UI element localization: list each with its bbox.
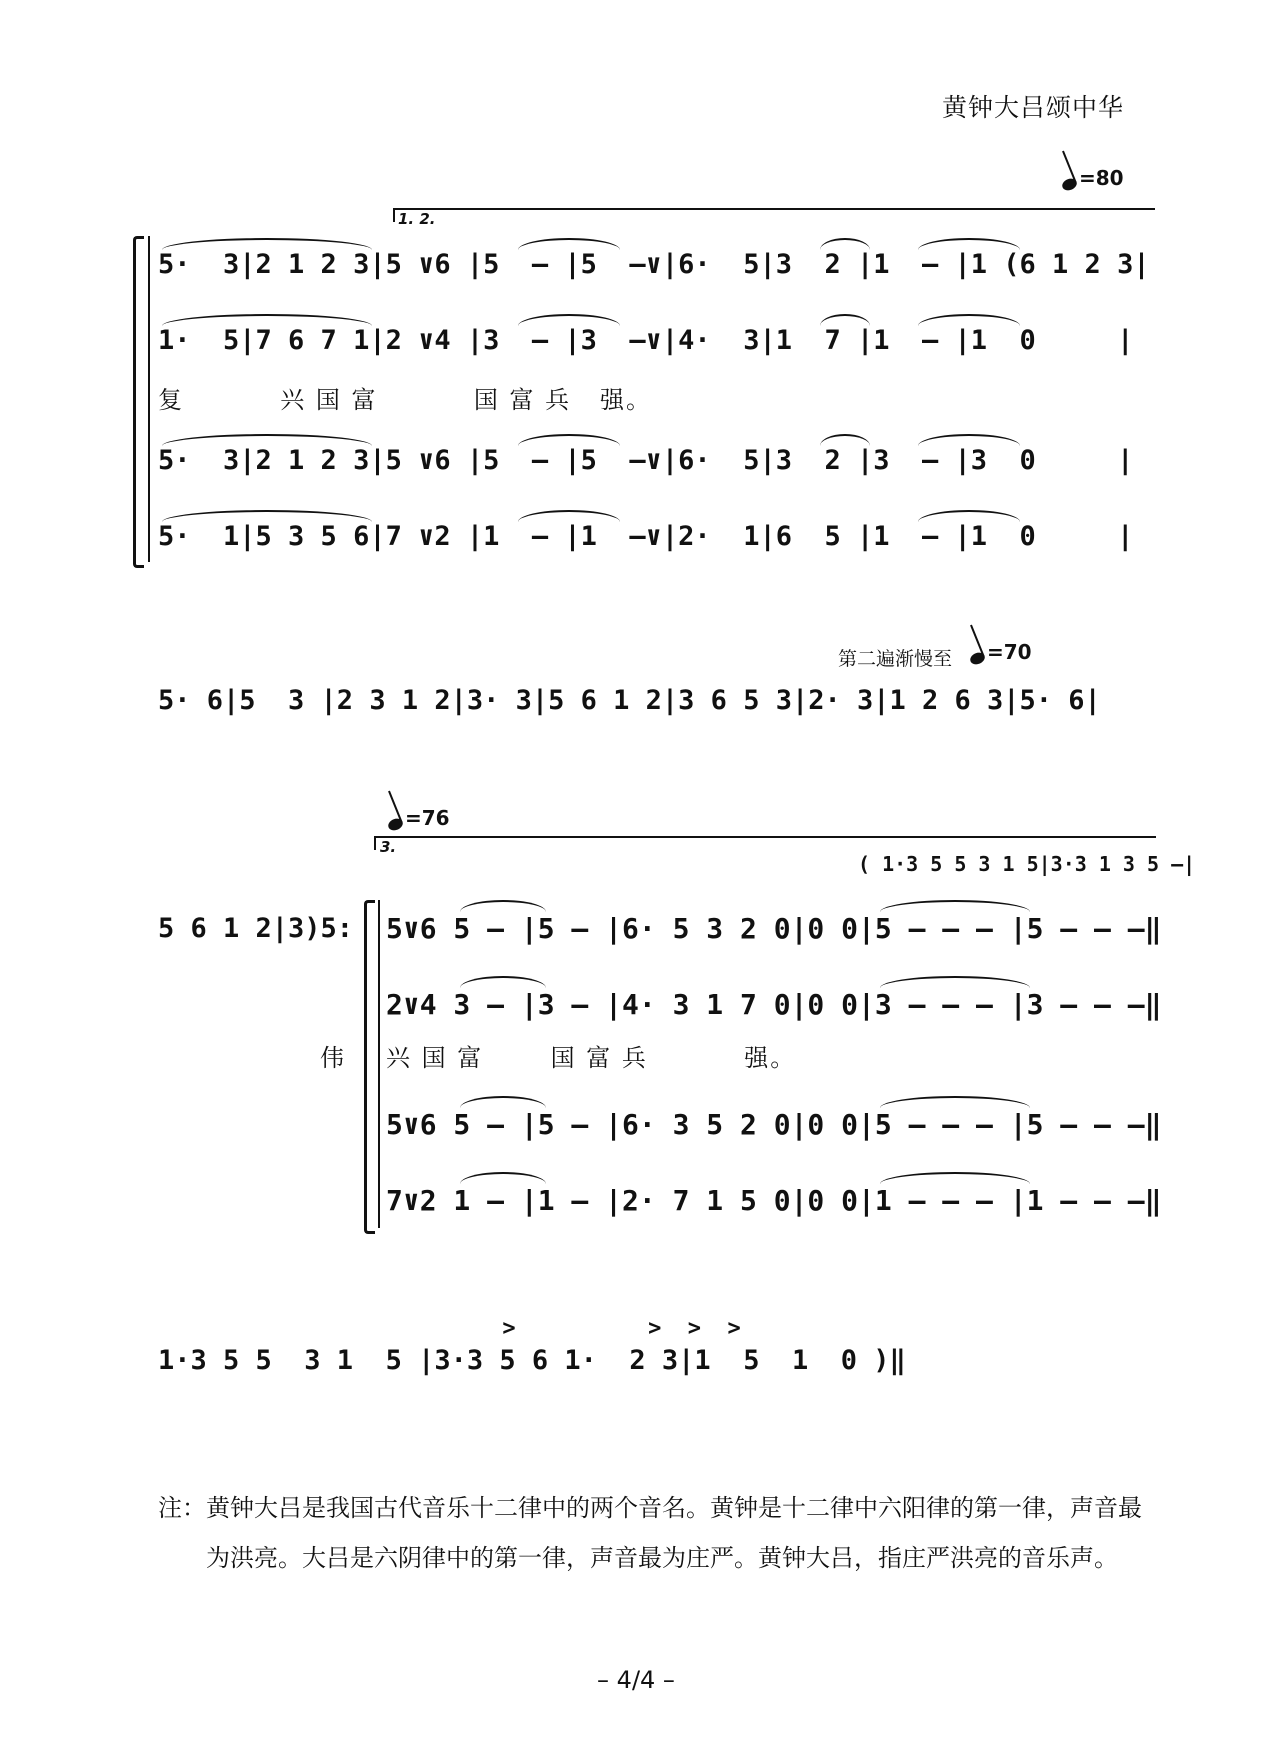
slur <box>880 1096 1030 1108</box>
notation-row-voice-2: 2∨4 3 – |3 – |4· 3 1 7 0|0 0|3 – – – |3 – – –‖ <box>386 988 1162 1021</box>
slur <box>460 1096 546 1108</box>
quarter-note-icon <box>968 651 986 667</box>
lyrics-line: 复 兴 国 富 国 富 兵 强。 <box>158 386 652 414</box>
page-number: – 4/4 – <box>597 1666 675 1694</box>
notation-row-voice-4: 5· 1|5 3 5 6|7 ∨2 |1 – |1 –∨|2· 1|6 5 |1 – |1 0 | <box>158 521 1134 552</box>
slur <box>880 900 1030 912</box>
notation-row-single: 5· 6|5 3 |2 3 1 2|3· 3|5 6 1 2|3 6 5 3|2· 3|1 2 6 3|5· 6| <box>158 685 1101 716</box>
system-barline-left <box>148 236 150 562</box>
volta-label-1-2: 1. 2. <box>398 210 436 228</box>
slur <box>460 1172 546 1184</box>
notation-row-voice-3: 5· 3|2 1 2 3|5 ∨6 |5 – |5 –∨|6· 5|3 2 |3 – |3 0 | <box>158 445 1134 476</box>
tempo-marking-76: =76 <box>388 806 450 830</box>
interlude-notation: ( 1·3 5 5 3 1 5|3·3 1 3 5 –| <box>858 852 1196 876</box>
tempo-marking-80: =80 <box>1062 166 1124 190</box>
slur <box>460 976 546 988</box>
notation-row-final: 1·3 5 5 3 1 5 |3·3 5 6 1· 2 3|1 5 1 0 )‖ <box>158 1345 906 1376</box>
notation-row-voice-1: 5∨6 5 – |5 – |6· 5 3 2 0|0 0|5 – – – |5 – – –‖ <box>386 912 1162 945</box>
volta-bracket-hook <box>374 836 376 850</box>
volta-bracket-line <box>374 836 1156 838</box>
slur <box>880 976 1030 988</box>
tempo-instruction: 第二遍渐慢至 <box>838 648 953 670</box>
slur <box>880 1172 1030 1184</box>
notation-row-voice-2: 1· 5|7 6 7 1|2 ∨4 |3 – |3 –∨|4· 3|1 7 |1 – |1 0 | <box>158 325 1134 356</box>
volta-bracket-hook <box>393 208 395 222</box>
notation-row-voice-3: 5∨6 5 – |5 – |6· 3 5 2 0|0 0|5 – – – |5 – – –‖ <box>386 1108 1162 1141</box>
volta-bracket-line <box>393 208 1155 210</box>
system-brace <box>133 236 144 568</box>
quarter-note-icon <box>386 817 404 833</box>
page-header-title: 黄钟大吕颂中华 <box>941 93 1124 122</box>
tempo-marking-70: =70 <box>970 640 1032 664</box>
quarter-note-icon <box>1060 177 1078 193</box>
system-brace <box>364 900 375 1234</box>
notation-row-voice-4: 7∨2 1 – |1 – |2· 7 1 5 0|0 0|1 – – – |1 – – –‖ <box>386 1184 1162 1217</box>
notation-prefix: 5 6 1 2|3)5: <box>158 913 354 944</box>
volta-label-3: 3. <box>380 838 397 856</box>
footnote-line-2: 为洪亮。大吕是六阴律中的第一律，声音最为庄严。黄钟大吕，指庄严洪亮的音乐声。 <box>206 1544 1118 1572</box>
system-barline-left <box>378 900 380 1228</box>
lyric-lead: 伟 <box>320 1044 346 1072</box>
lyrics-line: 兴 国 富 国 富 兵 强。 <box>386 1044 797 1072</box>
footnote-line-1: 注：黄钟大吕是我国古代音乐十二律中的两个音名。黄钟是十二律中六阳律的第一律，声音最 <box>158 1494 1142 1522</box>
notation-row-voice-1: 5· 3|2 1 2 3|5 ∨6 |5 – |5 –∨|6· 5|3 2 |1 – |1 (6 1 2 3| <box>158 249 1150 280</box>
slur <box>460 900 546 912</box>
accent-marks: > > > > <box>158 1316 741 1341</box>
